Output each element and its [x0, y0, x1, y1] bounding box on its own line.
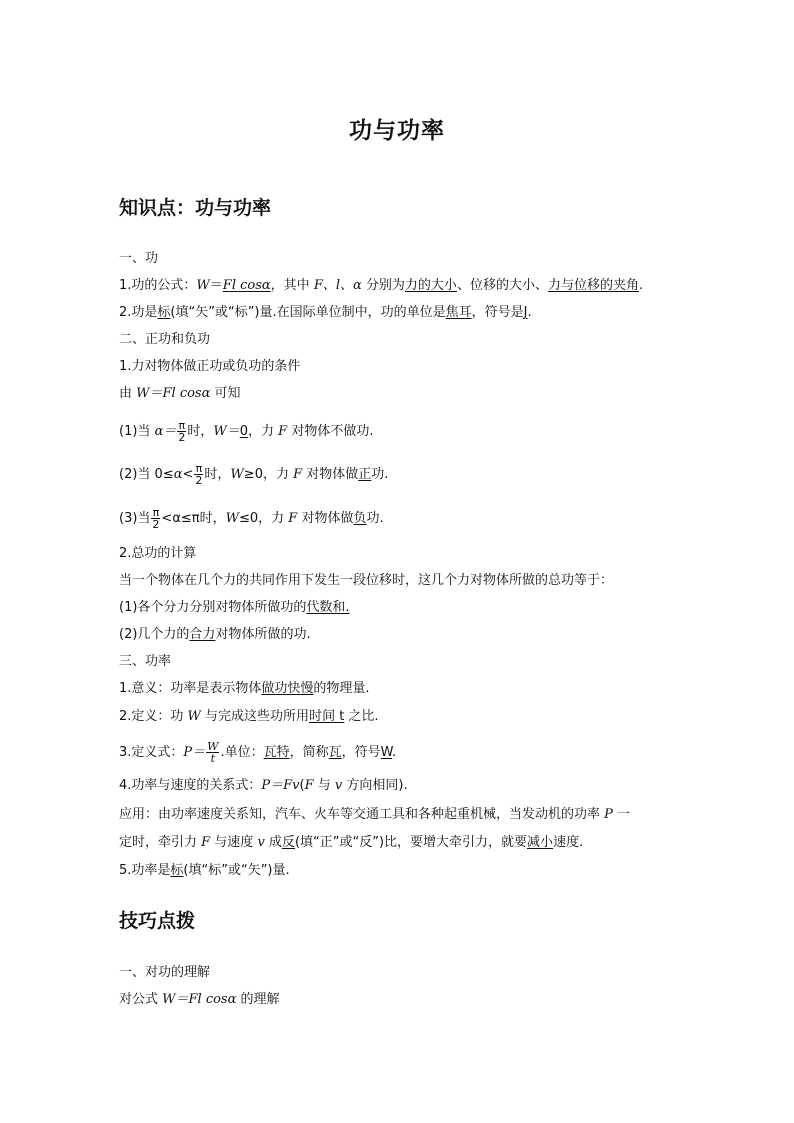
text: (2)几个力的 — [119, 627, 190, 642]
text: 对公式 — [119, 992, 163, 1007]
subheading-positive-negative-work: 二、正功和负功 — [119, 332, 211, 347]
numerator: π — [152, 506, 160, 519]
formula: α＝ — [154, 424, 177, 439]
work-scalar-line — [119, 304, 532, 322]
text: (1)各个分力分别对物体所做功的 — [119, 600, 307, 615]
numerator: π — [195, 462, 203, 475]
numerator: π — [178, 419, 186, 432]
var-W: W — [196, 278, 210, 293]
text: . — [638, 278, 644, 293]
text: 成 — [264, 835, 282, 850]
text: 的理解 — [236, 992, 280, 1007]
text: <α≤π时， — [161, 511, 226, 526]
text-line — [119, 626, 311, 644]
text: 1.功的公式： — [119, 278, 197, 293]
case-2-line — [119, 461, 388, 489]
text-line: 1.力对物体做正功或负功的条件 — [119, 359, 301, 374]
text: < — [182, 467, 194, 482]
text-line — [119, 806, 630, 824]
work-formula-line — [119, 277, 643, 295]
case-3-line — [119, 505, 384, 533]
var-F: F — [288, 511, 298, 526]
text: 时， — [187, 424, 214, 439]
answer-blank: 力与位移的夹角 — [547, 278, 639, 293]
text: ，力 — [248, 424, 279, 439]
answer-blank: 瓦特 — [263, 745, 290, 760]
answer-blank: 焦耳 — [445, 305, 472, 320]
text: 的物理量. — [313, 681, 370, 696]
var-W: W — [230, 467, 244, 482]
text: 与速度 — [210, 835, 258, 850]
var-W: W — [187, 709, 201, 724]
text: 5.功率是 — [119, 863, 171, 878]
text: 3.定义式： — [119, 745, 184, 760]
text: (填“矢”或“标”)量.在国际单位制中，功的单位是 — [170, 305, 446, 320]
fraction-pi-over-2 — [194, 463, 203, 486]
case-1-line — [119, 418, 373, 446]
text: 与 — [313, 778, 335, 793]
denominator: 2 — [195, 474, 203, 487]
text: ＝ — [209, 278, 223, 293]
answer-blank: W — [380, 745, 393, 760]
text-line — [119, 777, 408, 795]
text: 应用：由功率速度关系知，汽车、火车等交通工具和各种起重机械，当发动机的功率 — [119, 807, 605, 822]
answer-blank: 标 — [170, 863, 184, 878]
var-P: P — [604, 807, 613, 822]
answer-blank: J — [523, 305, 528, 320]
answer-blank: 反 — [281, 835, 295, 850]
text: 与完成这些功所用 — [200, 709, 310, 724]
var-v: v — [257, 835, 265, 850]
answer-blank: 合力 — [189, 627, 216, 642]
text-line — [119, 385, 241, 403]
var-F: F — [201, 835, 211, 850]
text: 对物体不做功. — [287, 424, 374, 439]
answer-blank: 代数和. — [306, 600, 350, 615]
answer-blank: 瓦 — [328, 745, 342, 760]
text: 速度. — [553, 835, 584, 850]
text: (1)当 — [119, 424, 155, 439]
var-F: F — [293, 467, 303, 482]
text: 2.定义：功 — [119, 709, 188, 724]
fraction-W-over-t — [206, 741, 219, 764]
answer-blank: 正 — [358, 467, 372, 482]
text-line: 当一个物体在几个力的共同作用下发生一段位移时，这几个力对物体所做的总功等于： — [119, 573, 614, 588]
text: 1.意义：功率是表示物体 — [119, 681, 262, 696]
text: ，符号 — [341, 745, 381, 760]
fraction-pi-over-2 — [177, 420, 186, 443]
text: 对物体所做的功. — [215, 627, 311, 642]
text: ，符号是 — [471, 305, 524, 320]
denominator: 2 — [178, 431, 186, 444]
formula: P＝Fv — [261, 778, 300, 793]
formula: W＝ — [213, 424, 240, 439]
text-line — [119, 991, 280, 1009]
text-line — [119, 834, 583, 852]
text-line — [119, 599, 350, 617]
text: 、位移的大小、 — [456, 278, 548, 293]
answer-blank: 力的大小 — [404, 278, 457, 293]
answer-formula: Fl cosα — [222, 278, 271, 293]
text: 之比. — [344, 709, 379, 724]
subheading-understanding-work: 一、对功的理解 — [119, 965, 211, 980]
text: 分别为 — [361, 278, 405, 293]
text: (填“正”或“反”)比，要增大牵引力，就要 — [294, 835, 528, 850]
text: 功. — [366, 511, 384, 526]
text: 一 — [612, 807, 631, 822]
formula: W＝Fl cosα — [162, 992, 237, 1007]
text-line — [119, 680, 370, 698]
answer-blank: 0 — [239, 424, 249, 439]
text-line: 2.总功的计算 — [119, 546, 197, 561]
page-title: 功与功率 — [349, 118, 445, 144]
text: 功. — [371, 467, 389, 482]
var-W: W — [225, 511, 239, 526]
var-alpha: α — [173, 467, 183, 482]
text-line — [119, 862, 290, 880]
subheading-power: 三、功率 — [119, 654, 172, 669]
text: 方向相同). — [342, 778, 408, 793]
formula: P＝ — [183, 745, 206, 760]
section-heading-tips: 技巧点拨 — [119, 910, 196, 932]
var-F: F — [278, 424, 288, 439]
section-heading-knowledge: 知识点：功与功率 — [119, 197, 272, 219]
denominator: t — [210, 752, 216, 765]
subheading-work: 一、功 — [119, 251, 159, 266]
text: ( — [299, 778, 305, 793]
text: 4.功率与速度的关系式： — [119, 778, 262, 793]
formula: W＝Fl cosα — [136, 386, 211, 401]
text-line — [119, 708, 379, 726]
text: ，简称 — [289, 745, 329, 760]
power-definition-line — [119, 739, 396, 767]
text: 2.功是 — [119, 305, 158, 320]
answer-blank: 时间 t — [309, 709, 345, 724]
text: 可知 — [210, 386, 241, 401]
answer-blank: 负 — [353, 511, 367, 526]
text: 定时，牵引力 — [119, 835, 202, 850]
var-v: v — [334, 778, 343, 793]
text: ≥0，力 — [243, 467, 294, 482]
numerator: W — [207, 740, 219, 753]
text: 对物体做 — [302, 467, 359, 482]
denominator: 2 — [152, 518, 160, 531]
text: . — [527, 305, 532, 320]
answer-blank: 减小 — [527, 835, 554, 850]
text: 时， — [204, 467, 231, 482]
vars: F、l、α — [313, 278, 362, 293]
text: (填“标”或“矢”)量. — [183, 863, 290, 878]
text: 由 — [119, 386, 137, 401]
answer-blank: 标 — [157, 305, 171, 320]
text: (3)当 — [119, 511, 151, 526]
text: . — [392, 745, 397, 760]
text: .单位： — [220, 745, 264, 760]
text: 对物体做 — [297, 511, 354, 526]
text: (2)当 0≤ — [119, 467, 174, 482]
answer-blank: 做功快慢 — [261, 681, 314, 696]
var-F: F — [304, 778, 314, 793]
text: ，其中 — [270, 278, 314, 293]
fraction-pi-over-2 — [151, 507, 160, 530]
text: ≤0，力 — [238, 511, 289, 526]
